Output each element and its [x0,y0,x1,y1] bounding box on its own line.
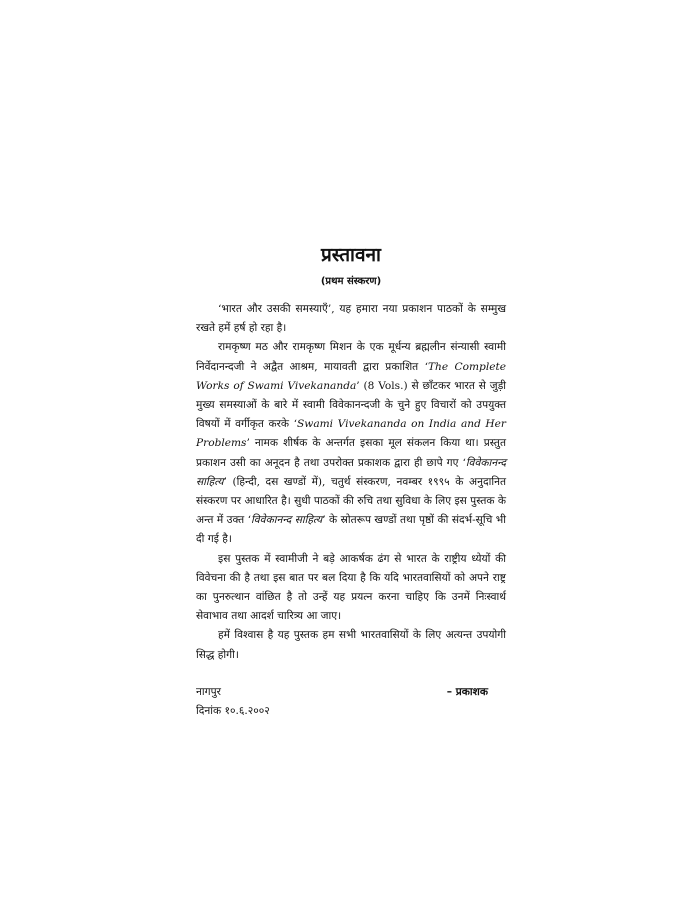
paragraph-4: हमें विश्वास है यह पुस्तक हम सभी भारतवासियों के लिए अत्यन्त उपयोगी सिद्ध होगी। [196,629,506,661]
paragraph-2-text-b: ’ (8 Vols.) से छाँटकर भारत से जुड़ी मुख्य समस्याओं के बारे में स्वामी विवेकानन्दजी के चुने हुए विचारों को उपयुक्त विषयों में वर्गीकृत करके ‘ [196,379,507,431]
paragraph-3: इस पुस्तक में स्वामीजी ने बड़े आकर्षक ढंग से भारत के राष्ट्रीय ध्येयों की विवेचना की है तथा इस बात पर बल दिया है कि यदि भारतवासियों को अपने राष्ट्र का पुनरुत्थान वांछित है तो उन्हें यह प्रयत्न करना चाहिए कि उनमें निःस्वार्थ सेवाभाव तथा आदर्श चारित्र्य आ जाए। [196,552,506,623]
work-title-complete-works: The Complete Works of Swami Vivekananda [196,360,506,392]
work-title-india-problems: Swami Vivekananda on India and Her Problems [196,418,506,450]
paragraph-2-text-d: ’ (हिन्दी, दस खण्डों में), चतुर्थ संस्करण, नवम्बर १९९५ के अनुदानित संस्करण पर आधारित है। सुधी पाठकों की रुचि तथा सुविधा के लिए इस पुस्तक के अन्त में उक्त ‘ [196,475,506,527]
paragraph-2 [196,338,506,549]
work-title-vivekananda-sahitya-2: विवेकानन्द साहित्य [251,514,323,527]
preface-page [196,240,506,727]
page-title: प्रस्तावना [321,244,381,266]
edition-subtitle: (प्रथम संस्करण) [320,276,382,287]
paragraph-2-text-c: ’ नामक शीर्षक के अन्तर्गत इसका मूल संकलन किया था। प्रस्तुत प्रकाशन उसी का अनूदन है तथा उपरोक्त प्रकाशक द्वारा ही छापे गए ‘ [196,437,506,469]
publisher-signature: – प्रकाशक [446,685,488,698]
paragraph-2-text-e: ’ के स्रोतरूप खण्डों तथा पृष्ठों की संदर्भ-सूचि भी दी गई है। [196,514,506,546]
paragraph-1: ‘भारत और उसकी समस्याएँ’, यह हमारा नया प्रकाशन पाठकों के सम्मुख रखते हमें हर्ष हो रहा है। [196,303,506,335]
date-line: दिनांक १०.६.२००२ [196,704,270,717]
paragraph-2-text-a: रामकृष्ण मठ और रामकृष्ण मिशन के एक मूर्धन्य ब्रह्मलीन संन्यासी स्वामी निर्वेदानन्दजी ने अद्वैत आश्रम, मायावती द्वारा प्रकाशित ‘ [196,341,506,373]
work-title-vivekananda-sahitya: विवेकानन्द साहित्य [196,456,506,488]
place-line: नागपुर [196,685,221,698]
signature-block [196,683,506,727]
